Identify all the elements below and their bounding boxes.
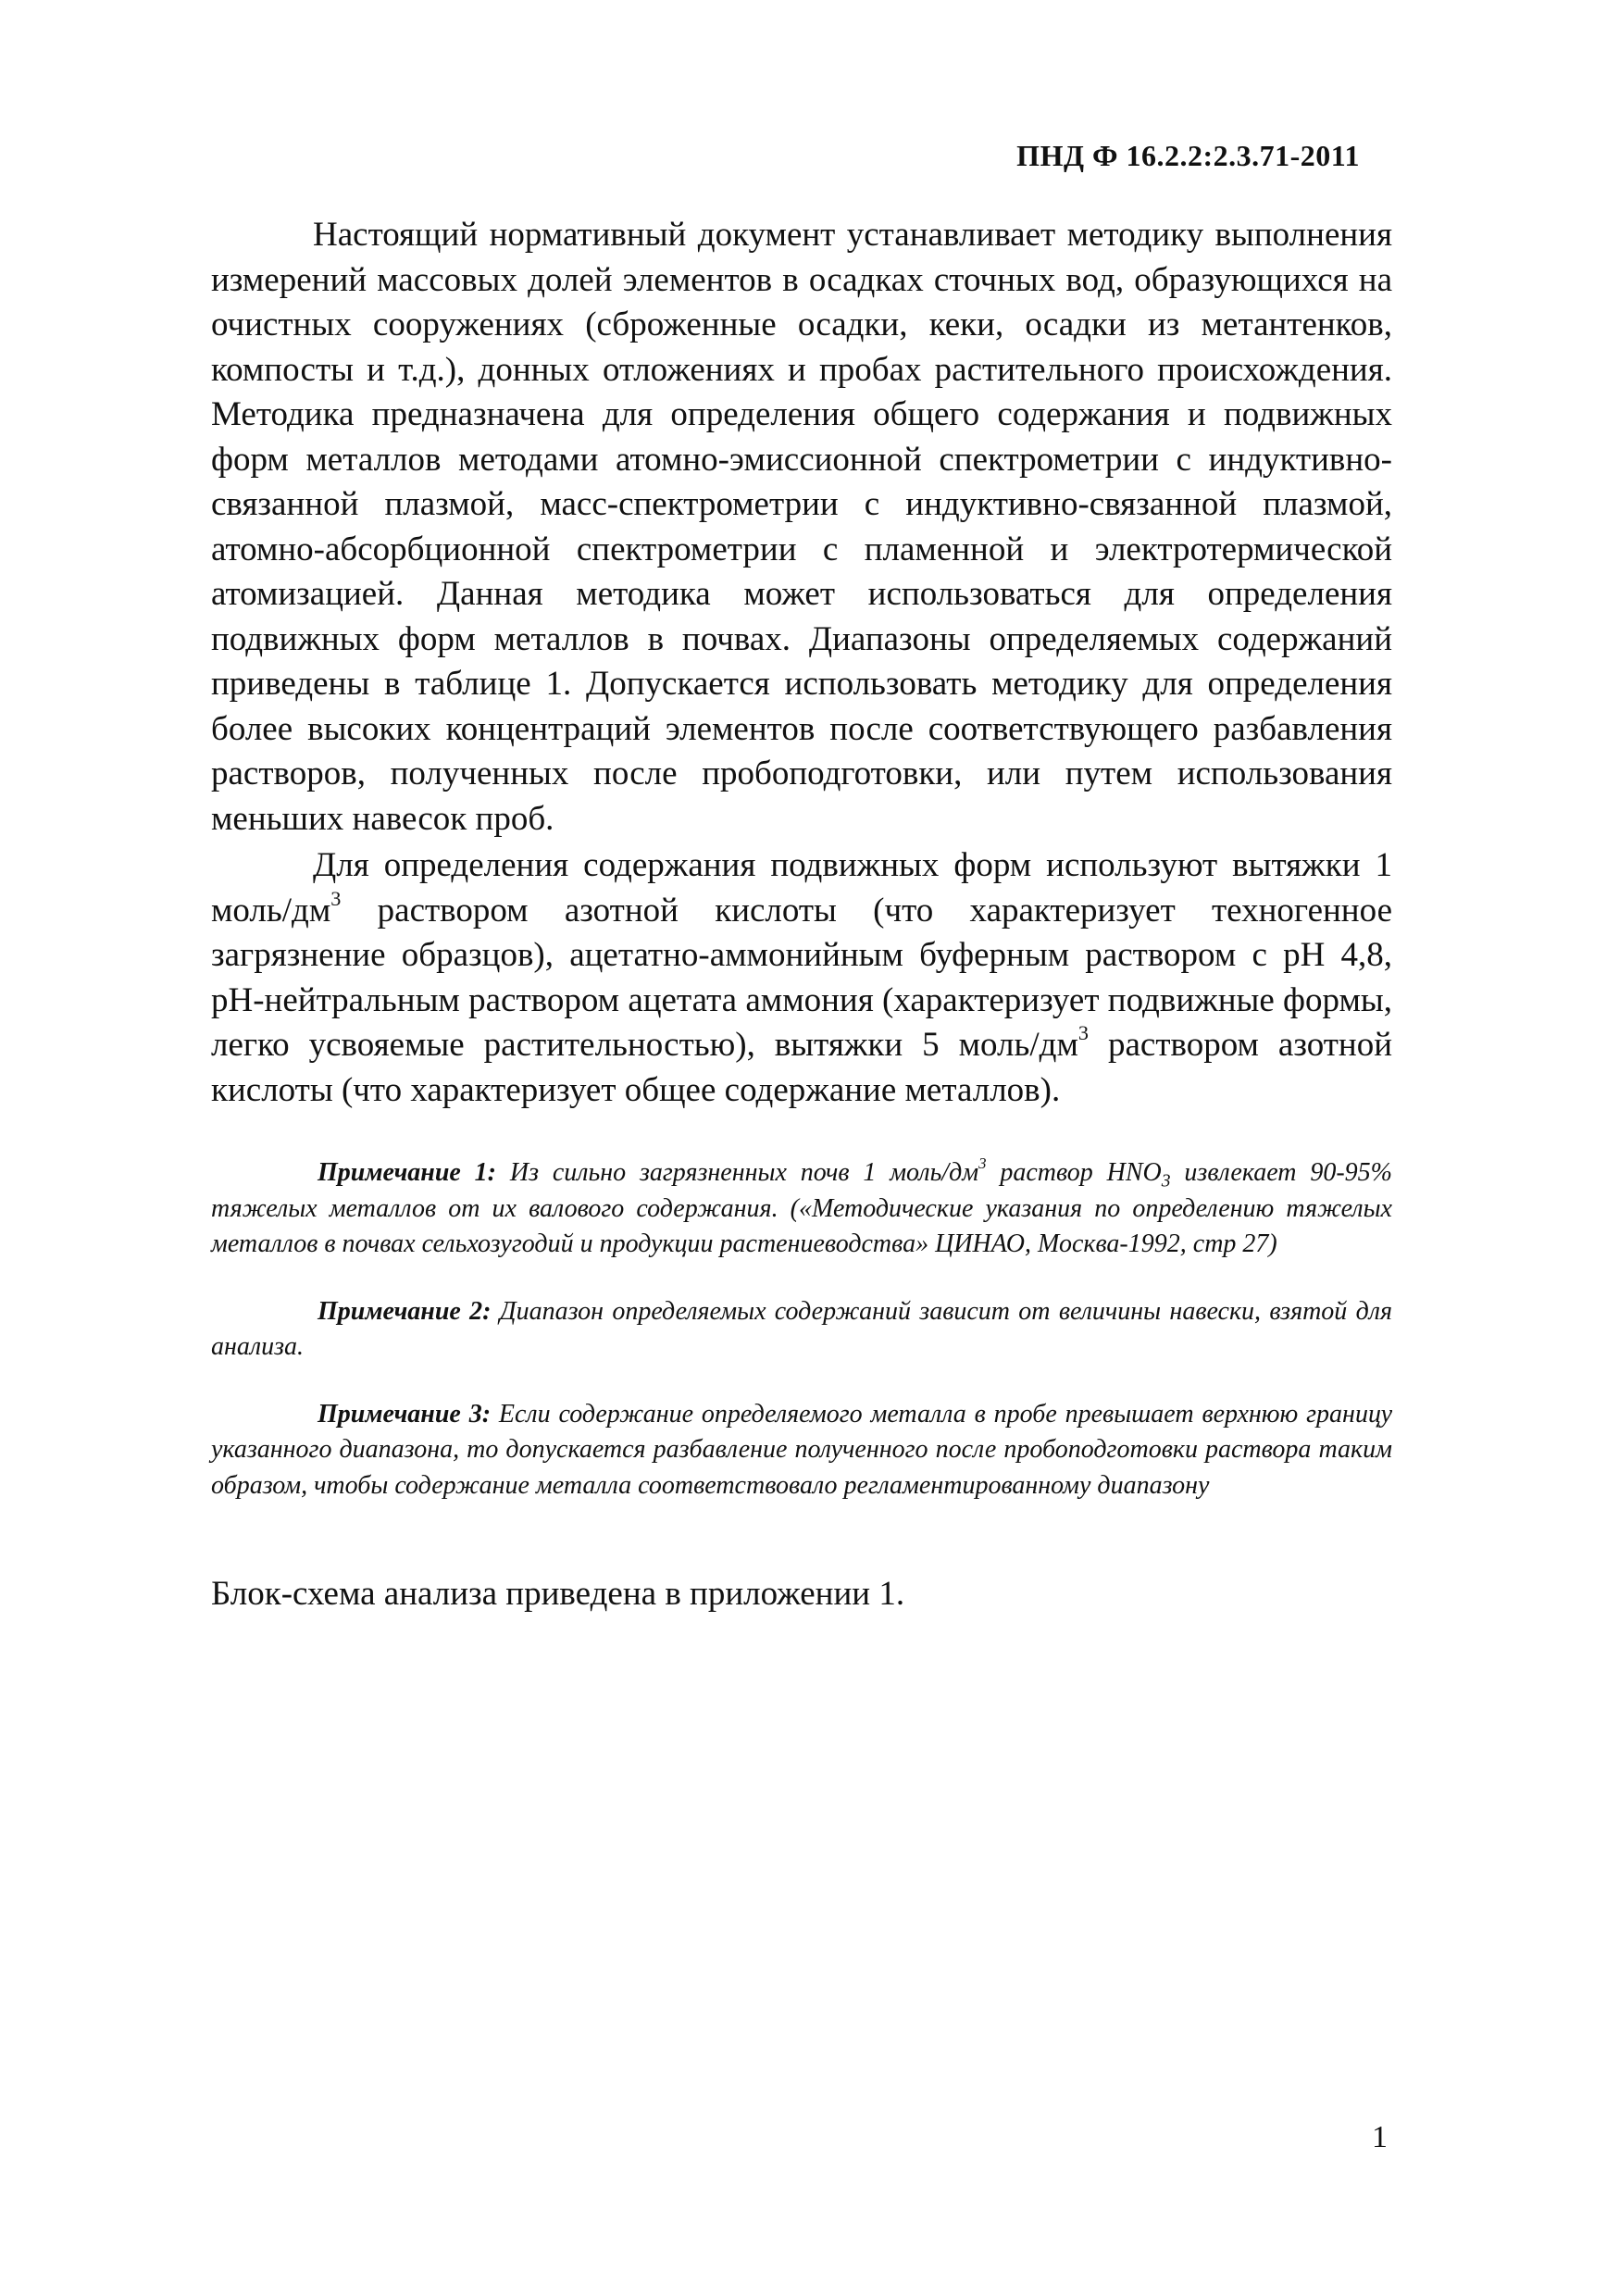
document-body	[211, 213, 1392, 1616]
note-text: Диапазон определяемых содержаний зависит от величины навески, взятой для анализа.	[211, 1296, 1392, 1361]
superscript-three: 3	[1077, 1021, 1090, 1045]
note-label: Примечание 1:	[318, 1158, 497, 1187]
note-label: Примечание 3:	[318, 1399, 492, 1429]
paragraph-text-part: раствором азотной кислоты (что характеризует техногенное загрязнение образцов), ацетатно-аммонийным буферным раствором с pH 4,8, pH-нейтральным раствором ацетата аммония (характеризует подвижные формы, легко усвояемые растительностью), вытяжки 5 моль/дм	[211, 891, 1392, 1064]
note-text-part: извлекает 90-95% тяжелых металлов от их валового содержания. («Методические указания по определению тяжелых металлов в почвах сельхозугодий и продукции растениеводства» ЦИНАО, Москва-1992, стр 27)	[211, 1158, 1392, 1258]
superscript-three: 3	[330, 886, 342, 910]
note-3	[211, 1397, 1392, 1504]
flowchart-reference: Блок-схема анализа приведена в приложении 1.	[211, 1575, 905, 1613]
paragraph-text-part: Для определения содержания подвижных форм используют вытяжки 1 моль/дм	[211, 846, 1392, 930]
subscript-three: 3	[1161, 1171, 1171, 1192]
note-label: Примечание 2:	[318, 1296, 492, 1326]
mobile-forms-paragraph	[211, 843, 1392, 1113]
paragraph-text-part: раствором азотной кислоты (что характеризует общее содержание металлов).	[211, 1026, 1393, 1109]
intro-paragraph: Настоящий нормативный документ устанавливает методику выполнения измерений массовых долей элементов в осадках сточных вод, образующихся на очистных сооружениях (сброженные осадки, кеки, осадки из метантенков, компосты и т.д.), донных отложениях и пробах растительного происхождения. Методика предназначена для определения общего содержания и подвижных форм металлов методами атомно-эмиссионной спектрометрии с индуктивно-связанной плазмой, масс-спектрометрии с индуктивно-связанной плазмой, атомно-абсорбционной спектрометрии с пламенной и электротермической атомизацией. Данная методика может использоваться для определения подвижных форм металлов в почвах. Диапазоны определяемых содержаний приведены в таблице 1. Допускается использовать методику для определения более высоких концентраций элементов после соответствующего разбавления растворов, полученных после пробоподготовки, или путем использования меньших навесок проб.	[211, 216, 1392, 838]
document-code-header: ПНД Ф 16.2.2:2.3.71-2011	[1016, 139, 1360, 172]
note-1	[211, 1155, 1392, 1263]
superscript-three: 3	[978, 1154, 987, 1173]
page-number: 1	[1372, 2120, 1388, 2154]
note-text-part: раствор HNO	[986, 1158, 1162, 1187]
note-2	[211, 1294, 1392, 1366]
note-text-part: Из сильно загрязненных почв 1 моль/дм	[496, 1158, 979, 1187]
note-text: Если содержание определяемого металла в пробе превышает верхнюю границу указанного диапазона, то допускается разбавление полученного после пробоподготовки раствора таким образом, чтобы содержание металла соответствовало регламентированному диапазону	[211, 1399, 1393, 1500]
notes-section	[211, 1155, 1392, 1504]
